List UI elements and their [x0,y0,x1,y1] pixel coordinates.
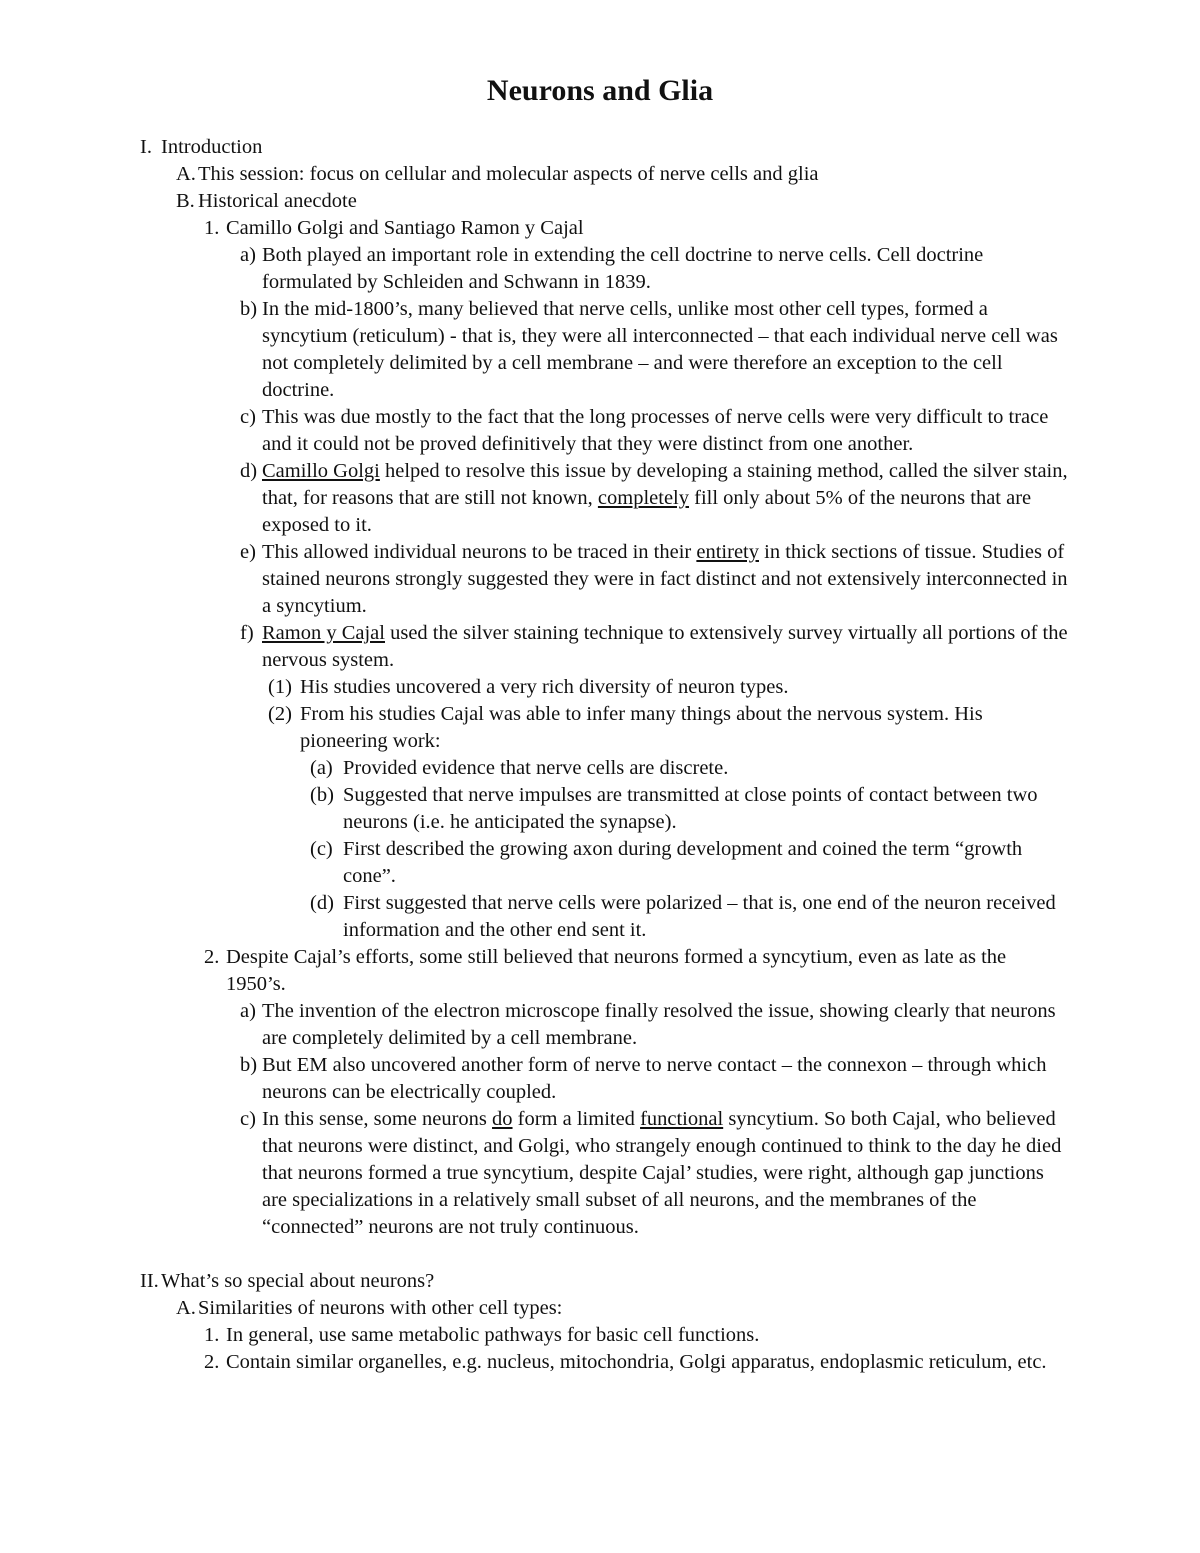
outline-item-text: First suggested that nerve cells were polarized – that is, one end of the neuron received information and the other end sent it. [343,892,1056,941]
outline-item-label: (2) [268,703,292,725]
outline-item [140,620,1070,674]
underlined-text: completely [597,487,689,509]
text-run: used the silver staining technique to extensively survey virtually all portions of the nervous system. [262,622,1068,671]
outline-item-label: b) [240,1054,258,1076]
outline-item [140,539,1070,620]
outline-item-text: This session: focus on cellular and molecular aspects of nerve cells and glia [198,163,819,185]
underlined-text: functional [640,1108,724,1130]
outline-item-label: 2. [204,946,220,968]
outline-item-label: (d) [310,892,334,914]
text-run: helped to resolve this issue by developing a staining method, called the silver stain, that, for reasons that are still not known, [262,460,1068,509]
outline-item [140,1268,1070,1295]
outline-item [140,1106,1070,1241]
outline-item-label: f) [240,622,254,644]
outline-item-text [262,541,1068,617]
outline-item-text: Historical anecdote [198,190,357,212]
outline-item-label: d) [240,460,258,482]
outline-item-label: (b) [310,784,334,806]
outline-item-text [262,622,1068,671]
outline-item-label: c) [240,1108,256,1130]
outline-item [140,1052,1070,1106]
outline-item-label: 1. [204,217,220,239]
outline-item-label: B. [176,190,195,212]
outline-item [140,242,1070,296]
section-gap [140,1241,1070,1268]
outline-item [140,701,1070,755]
outline-item [140,296,1070,404]
outline-item-text [262,1108,1061,1238]
outline-item-text: Similarities of neurons with other cell types: [198,1297,563,1319]
outline-item-label: (a) [310,757,333,779]
outline-item-label: (1) [268,676,292,698]
text-run: syncytium. So both Cajal, who believed that neurons were distinct, and Golgi, who strangely enough continued to think to the day he died that neurons formed a true syncytium, despite Cajal’ studies, were right, although gap junctions are specializations in a relatively small subset of all neurons, and the membranes of the “connected” neurons are not truly continuous. [262,1108,1062,1238]
outline-item-text: Suggested that nerve impulses are transmitted at close points of contact between two neurons (i.e. he anticipated the synapse). [343,784,1038,833]
outline-item-label: A. [176,163,196,185]
outline-item [140,1349,1070,1376]
underlined-text: entirety [696,541,759,563]
underlined-text: do [492,1108,513,1130]
outline-item-text: First described the growing axon during development and coined the term “growth cone”. [343,838,1023,887]
text-run: form a limited [512,1108,641,1130]
page-title: Neurons and Glia [486,74,714,107]
outline-item-text: Both played an important role in extending the cell doctrine to nerve cells. Cell doctrine formulated by Schleiden and Schwann in 1839. [262,244,984,293]
outline-item-text: From his studies Cajal was able to infer many things about the nervous system. His pioneering work: [300,703,983,752]
outline-item [140,1295,1070,1322]
outline-item-label: II. [140,1270,159,1292]
outline-item [140,134,1070,161]
outline-item-label: (c) [310,838,333,860]
outline-item-text [262,460,1068,536]
outline-item [140,458,1070,539]
outline-item-text: His studies uncovered a very rich diversity of neuron types. [300,676,789,698]
outline-item [140,890,1070,944]
text-run: in thick sections of tissue. Studies of stained neurons strongly suggested they were in fact distinct and not extensively interconnected in a syncytium. [262,541,1068,617]
outline-item [140,1322,1070,1349]
outline-item-label: c) [240,406,256,428]
outline-item [140,188,1070,215]
underlined-text: Ramon y Cajal [262,622,385,644]
text-run: This allowed individual neurons to be traced in their [262,541,697,563]
outline-item-text: The invention of the electron microscope finally resolved the issue, showing clearly that neurons are completely delimited by a cell membrane. [262,1000,1056,1049]
outline-item-text: Camillo Golgi and Santiago Ramon y Cajal [226,217,584,239]
text-run: In this sense, some neurons [262,1108,493,1130]
outline-body [140,134,1070,1376]
outline-item-label: e) [240,541,256,563]
outline-item-label: a) [240,244,256,266]
outline-item-label: 1. [204,1324,220,1346]
outline-item-text: What’s so special about neurons? [161,1270,435,1292]
outline-item [140,944,1070,998]
outline-item [140,782,1070,836]
outline-item-text: Introduction [161,136,263,158]
outline-item [140,755,1070,782]
outline-item-label: b) [240,298,258,320]
outline-item-text: In the mid-1800’s, many believed that nerve cells, unlike most other cell types, formed a syncytium (reticulum) - that is, they were all interconnected – that each individual nerve cell was not completely delimited by a cell membrane – and were therefore an exception to the cell doctrine. [262,298,1058,401]
outline-item-text: Despite Cajal’s efforts, some still believed that neurons formed a syncytium, even as late as the 1950’s. [226,946,1007,995]
outline-item-text: This was due mostly to the fact that the long processes of nerve cells were very difficult to trace and it could not be proved definitively that they were distinct from one another. [262,406,1049,455]
outline-item-label: A. [176,1297,196,1319]
outline-item [140,674,1070,701]
outline-item-text: Contain similar organelles, e.g. nucleus, mitochondria, Golgi apparatus, endoplasmic reticulum, etc. [226,1351,1047,1373]
outline-item [140,161,1070,188]
outline-item-label: I. [140,136,152,158]
outline-item-label: 2. [204,1351,220,1373]
outline-item [140,404,1070,458]
text-run: fill only about 5% of the neurons that are exposed to it. [262,487,1032,536]
outline-item-text: But EM also uncovered another form of nerve to nerve contact – the connexon – through which neurons can be electrically coupled. [262,1054,1047,1103]
outline-item-label: a) [240,1000,256,1022]
outline-item-text: Provided evidence that nerve cells are discrete. [343,757,729,779]
outline-item [140,998,1070,1052]
underlined-text: Camillo Golgi [262,460,380,482]
outline-item [140,215,1070,242]
outline-item-text: In general, use same metabolic pathways for basic cell functions. [226,1324,760,1346]
outline-item [140,836,1070,890]
